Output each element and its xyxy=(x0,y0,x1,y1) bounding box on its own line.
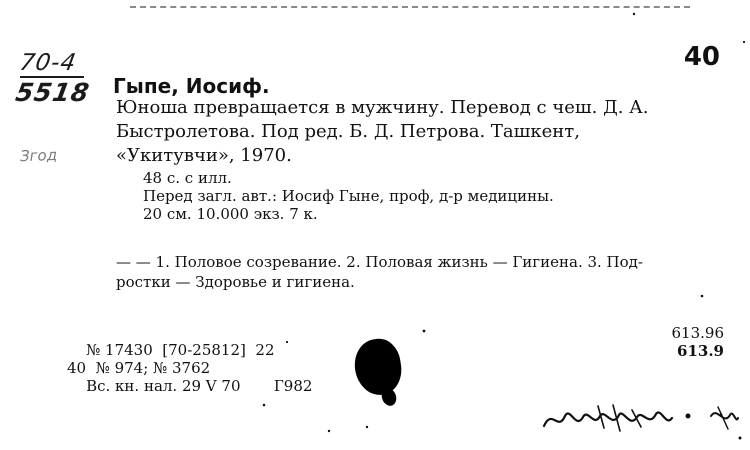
bibliographic-line: Вс. кн. нал. 29 V 70 Г982 xyxy=(67,377,313,395)
handwritten-code-bottom: 5518 xyxy=(13,78,93,107)
ink-blot-tail xyxy=(379,386,398,408)
ink-blot xyxy=(351,336,404,398)
contents-line: ростки — Здоровье и гигиена. xyxy=(116,273,355,291)
title-line: «Укитувчи», 1970. xyxy=(116,145,292,166)
bibliographic-line: 40 № 974; № 3762 xyxy=(67,359,211,377)
handwritten-code-top: 70-4 xyxy=(17,50,79,76)
classification-codes xyxy=(672,324,725,360)
bibliographic-line: № 17430 [70-25812] 22 xyxy=(67,341,275,359)
title-block xyxy=(116,96,724,168)
card-number: 40 xyxy=(683,42,720,72)
handwritten-signature xyxy=(540,398,740,438)
description-line: 20 см. 10.000 экз. 7 к. xyxy=(143,205,318,223)
top-dashed-rule xyxy=(130,0,690,8)
faint-handwritten-stamp: Згод xyxy=(19,145,58,166)
classification-code: 613.96 xyxy=(671,324,724,342)
contents-line: — — 1. Половое созревание. 2. Половая жизнь — Гигиена. 3. Под- xyxy=(116,253,643,271)
title-line: Быстролетова. Под ред. Б. Д. Петрова. Ташкент, xyxy=(116,121,580,142)
author-name: Гыпе, Иосиф. xyxy=(113,74,270,98)
description-line: 48 с. с илл. xyxy=(143,169,232,187)
contents-block xyxy=(116,252,724,292)
description-block xyxy=(143,169,554,223)
bibliographic-numbers xyxy=(67,341,312,395)
description-line: Перед загл. авт.: Иосиф Гыне, проф, д-р медицины. xyxy=(143,187,554,205)
title-line: Юноша превращается в мужчину. Перевод с чеш. Д. А. xyxy=(116,97,649,118)
classification-code-bold: 613.9 xyxy=(677,342,724,360)
